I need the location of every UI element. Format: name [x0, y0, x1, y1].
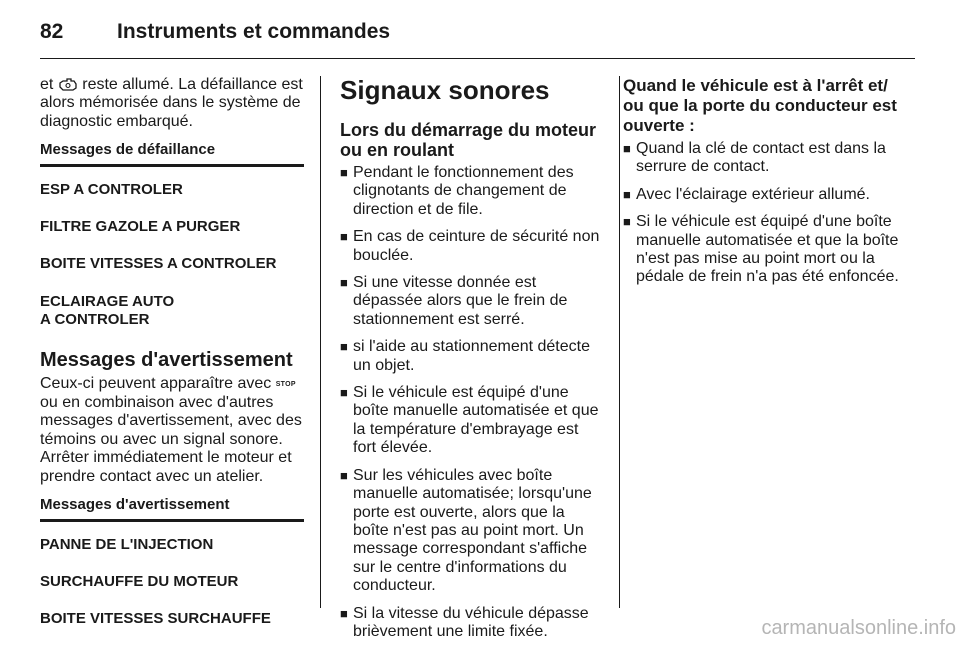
list-item: ■ si l'aide au stationnement détecte un objet.	[340, 338, 590, 374]
bullet-icon: ■	[340, 467, 348, 483]
bullet-icon: ■	[623, 186, 631, 202]
fault-message: A CONTROLER	[40, 311, 150, 329]
warning-messages-rule	[40, 519, 304, 522]
warning-section-title: Messages d'avertissement	[40, 348, 293, 371]
list-item: ■ En cas de ceinture de sécurité non bouclée.	[340, 228, 600, 264]
bullet-icon: ■	[340, 165, 348, 180]
fault-message: FILTRE GAZOLE A PURGER	[40, 218, 241, 236]
sound-signals-title: Signaux sonores	[340, 75, 550, 105]
warning-text-start: Ceux-ci peuvent apparaître avec	[40, 374, 272, 392]
watermark: carmanualsonline.info	[761, 617, 956, 639]
sound-signals-subtitle: Lors du démarrage du moteur ou en roulant	[340, 120, 597, 160]
stationary-list	[623, 140, 913, 287]
warning-message: SURCHAUFFE DU MOTEUR	[40, 572, 239, 590]
bullet-icon: ■	[340, 275, 348, 291]
column-1	[40, 76, 304, 648]
column-divider-1	[320, 76, 321, 608]
stationary-heading: Quand le véhicule est à l'arrêt et/ ou que la porte du conducteur est ouverte :	[623, 76, 897, 135]
list-item: ■ Si le véhicule est équipé d'une boîte manuelle automatisée et que la boîte n'est pas mise au point mort ou la pédale de frein n'a pas été enfoncée.	[623, 213, 899, 286]
warning-message: BOITE VITESSES SURCHAUFFE	[40, 610, 271, 628]
header-divider	[40, 58, 915, 59]
page-number: 82	[40, 20, 64, 43]
fault-message: ECLAIRAGE AUTO	[40, 292, 175, 310]
column-2	[340, 76, 604, 650]
intro-paragraph	[40, 76, 304, 131]
list-item: ■ Sur les véhicules avec boîte manuelle automatisée; lorsqu'une porte est ouverte, alors que la boîte n'est pas au point mort. Un message correspondant s'affiche sur le centre d'informations du conducteur.	[340, 466, 592, 595]
list-item: ■ Si une vitesse donnée est dépassée alors que le frein de stationnement est serré.	[340, 274, 568, 328]
list-item: ■ Si le véhicule est équipé d'une boîte manuelle automatisée et que la température d'embrayage est fort élevée.	[340, 384, 599, 457]
bullet-icon: ■	[340, 339, 348, 355]
bullet-icon: ■	[340, 229, 348, 245]
warning-paragraph	[40, 375, 304, 486]
fault-messages-heading: Messages de défaillance	[40, 141, 216, 159]
list-item: ■ Quand la clé de contact est dans la serrure de contact.	[623, 140, 886, 176]
bullet-icon: ■	[340, 605, 348, 621]
column-3	[623, 76, 913, 296]
column-divider-2	[619, 76, 620, 608]
sound-signals-list	[340, 164, 604, 641]
intro-text-start: et	[40, 76, 54, 93]
warning-message: PANNE DE L'INJECTION	[40, 535, 214, 553]
bullet-icon: ■	[623, 214, 631, 230]
fault-message: BOITE VITESSES A CONTROLER	[40, 255, 277, 273]
list-item: ■ Si la vitesse du véhicule dépasse brièvement une limite fixée.	[340, 604, 589, 640]
warning-text-end: ou en combinaison avec d'autres messages d'avertissement, avec des témoins ou avec un signal sonore. Arrêter immédiatement le moteur et prendre contact avec un atelier.	[40, 394, 302, 485]
fault-messages-rule	[40, 164, 304, 167]
list-item: ■ Pendant le fonctionnement des clignotants de changement de direction et de file.	[340, 164, 574, 218]
page-header	[0, 0, 960, 60]
bullet-icon: ■	[623, 141, 631, 156]
list-item: ■ Avec l'éclairage extérieur allumé.	[623, 185, 870, 203]
fault-message: ESP A CONTROLER	[40, 180, 183, 198]
intro-text-end: reste allumé. La défaillance est alors mémorisée dans le système de diagnostic embarqué.	[40, 76, 303, 130]
page-title: Instruments et commandes	[117, 20, 391, 43]
engine-warning-icon	[58, 78, 78, 92]
stop-icon: STOP	[275, 380, 296, 388]
warning-messages-heading: Messages d'avertissement	[40, 496, 230, 514]
bullet-icon: ■	[340, 385, 348, 401]
